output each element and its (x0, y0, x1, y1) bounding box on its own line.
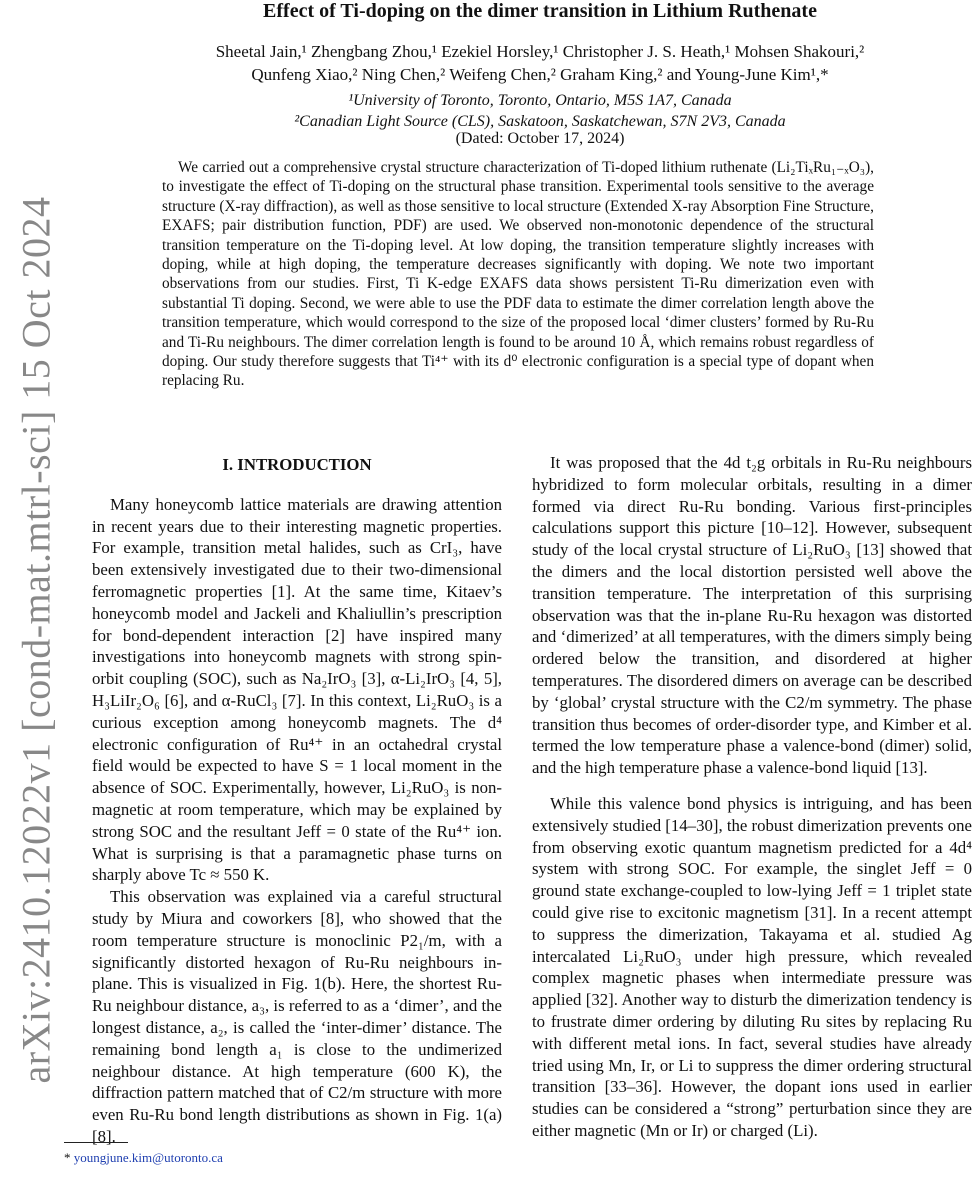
abstract: We carried out a comprehensive crystal structure characterization of Ti-doped lithium ruthenate (Li₂TiₓRu₁₋ₓO₃), to investigate the effect of Ti-doping on the structural phase transition. Experimental tools sensitive to the average structure (X-ray diffraction), as well as those sensitive to local structure (Extended X-ray Absorption Fine Structure, EXAFS; pair distribution function, PDF) are used. We observed non-monotonic dependence of the structural transition temperature on the Ti-doping level. At low doping, the transition temperature slightly increases with doping, while at high doping, the temperature decreases significantly with doping. We note two important observations from our studies. First, Ti K-edge EXAFS data shows persistent Ti-Ru dimerization even with substantial Ti doping. Second, we were able to use the PDF data to estimate the dimer correlation length above the transition temperature, which would correspond to the size of the proposed local ‘dimer clusters’ formed by Ru-Ru and Ti-Ru neighbours. The dimer correlation length is found to be around 10 Å, which remains robust regardless of doping. Our study therefore suggests that Ti⁴⁺ with its d⁰ electronic configuration is a special type of dopant when replacing Ru. (162, 159, 874, 390)
arxiv-identifier: arXiv:2410.12022v1 [cond-mat.mtrl-sci] 15 Oct 2024 (13, 196, 59, 1084)
left-column (92, 452, 502, 1148)
arxiv-sidebar (0, 0, 66, 1200)
affiliation-cls: ²Canadian Light Source (CLS), Saskatoon, Saskatchewan, S7N 2V3, Canada (294, 113, 786, 130)
date-line: (Dated: October 17, 2024) (455, 130, 625, 147)
authors-line-2: Qunfeng Xiao,² Ning Chen,² Weifeng Chen,² Graham King,² and Young-June Kim¹,* (251, 65, 829, 84)
affiliation-toronto: ¹University of Toronto, Toronto, Ontario, M5S 1A7, Canada (348, 92, 732, 109)
section-heading-introduction: I. INTRODUCTION (222, 455, 372, 474)
intro-paragraph-4: While this valence bond physics is intriguing, and has been extensively studied [14–30], the robust dimerization prevents one from observing exotic quantum magnetism predicted for a 4d⁴ system with strong SOC. For example, the singlet Jeff = 0 ground state exchange-coupled to low-lying Jeff = 1 triplet state could give rise to excitonic magnetism [31]. In a recent attempt to suppress the dimerization, Takayama et al. studied Ag intercalated Li₂RuO₃ under high pressure, which revealed complex magnetic phases when intermediate pressure was applied [32]. Another way to disturb the dimerization tendency is to frustrate dimer ordering by diluting Ru sites by replacing Ru with different metal ions. In fact, several studies have already tried using Mn, Ir, or Li to suppress the dimer ordering structural transition [33–36]. However, the dopant ions used in earlier studies can be considered a “strong” perturbation since they are either magnetic (Mn or Ir) or charged (Li). (532, 793, 972, 1140)
footnote-divider (64, 1142, 128, 1143)
author-list (100, 40, 972, 86)
corresponding-email-link[interactable]: youngjune.kim@utoronto.ca (73, 1150, 223, 1165)
affiliations (100, 90, 972, 132)
footnote (64, 1150, 223, 1166)
intro-paragraph-3: It was proposed that the 4d t₂g orbitals in Ru-Ru neighbours hybridized to form molecular orbitals, resulting in a dimer formed via direct Ru-Ru bonding. Various first-principles calculations support this picture [10–12]. However, subsequent study of the local crystal structure of Li₂RuO₃ [13] showed that the dimers and the local distortion persisted well above the transition temperature. The interpretation of this surprising observation was that the in-plane Ru-Ru hexagon was distorted and ‘dimerized’ at all temperatures, with the dimers simply being ordered below the transition, and disordered at higher temperatures. The disordered dimers on average can be described by ‘global’ crystal structure with the C2/m symmetry. The phase transition thus becomes of order-disorder type, and Kimber et al. termed the low temperature phase a valence-bond (dimer) solid, and the high temperature phase a valence-bond liquid [13]. (532, 453, 972, 778)
footnote-marker: * (64, 1150, 71, 1165)
intro-paragraph-1: Many honeycomb lattice materials are drawing attention in recent years due to their interesting magnetic properties. For example, transition metal halides, such as CrI₃, have been extensively investigated due to their two-dimensional ferromagnetic properties [1]. At the same time, Kitaev’s honeycomb model and Jackeli and Khaliullin’s prescription for bond-dependent interaction [2] have inspired many investigations into honeycomb magnets with strong spin-orbit coupling (SOC), such as Na₂IrO₃ [3], α-Li₂IrO₃ [4, 5], H₃LiIr₂O₆ [6], and α-RuCl₃ [7]. In this context, Li₂RuO₃ is a curious exception among honeycomb magnets. The d⁴ electronic configuration of Ru⁴⁺ in an octahedral crystal field would be expected to have S = 1 local moment in the absence of SOC. Experimentally, however, Li₂RuO₃ is non-magnetic at room temperature, which may be explained by strong SOC and the resultant Jeff = 0 state of the Ru⁴⁺ ion. What is surprising is that a paramagnetic phase turns on sharply above Tc ≈ 550 K. (92, 494, 502, 885)
authors-line-1: Sheetal Jain,¹ Zhengbang Zhou,¹ Ezekiel Horsley,¹ Christopher J. S. Heath,¹ Mohsen Shakouri,² (215, 42, 865, 61)
intro-paragraph-2: This observation was explained via a careful structural study by Miura and coworkers [8], who showed that the room temperature structure is monoclinic P2₁/m, with a significantly distorted hexagon of Ru-Ru neighbours in-plane. This is visualized in Fig. 1(b). Here, the shortest Ru-Ru neighbour distance, a₃, is referred to as a ‘dimer’, and the longest distance, a₂, is called the ‘inter-dimer’ distance. The remaining bond length a₁ is close to the undimerized neighbour distance. At high temperature (600 K), the diffraction pattern matched that of C2/m structure with more even Ru-Ru bond length distributions as shown in Fig. 1(a) [8]. (92, 887, 502, 1146)
paper-title: Effect of Ti-doping on the dimer transition in Lithium Ruthenate (263, 0, 817, 22)
right-column (532, 452, 972, 1142)
